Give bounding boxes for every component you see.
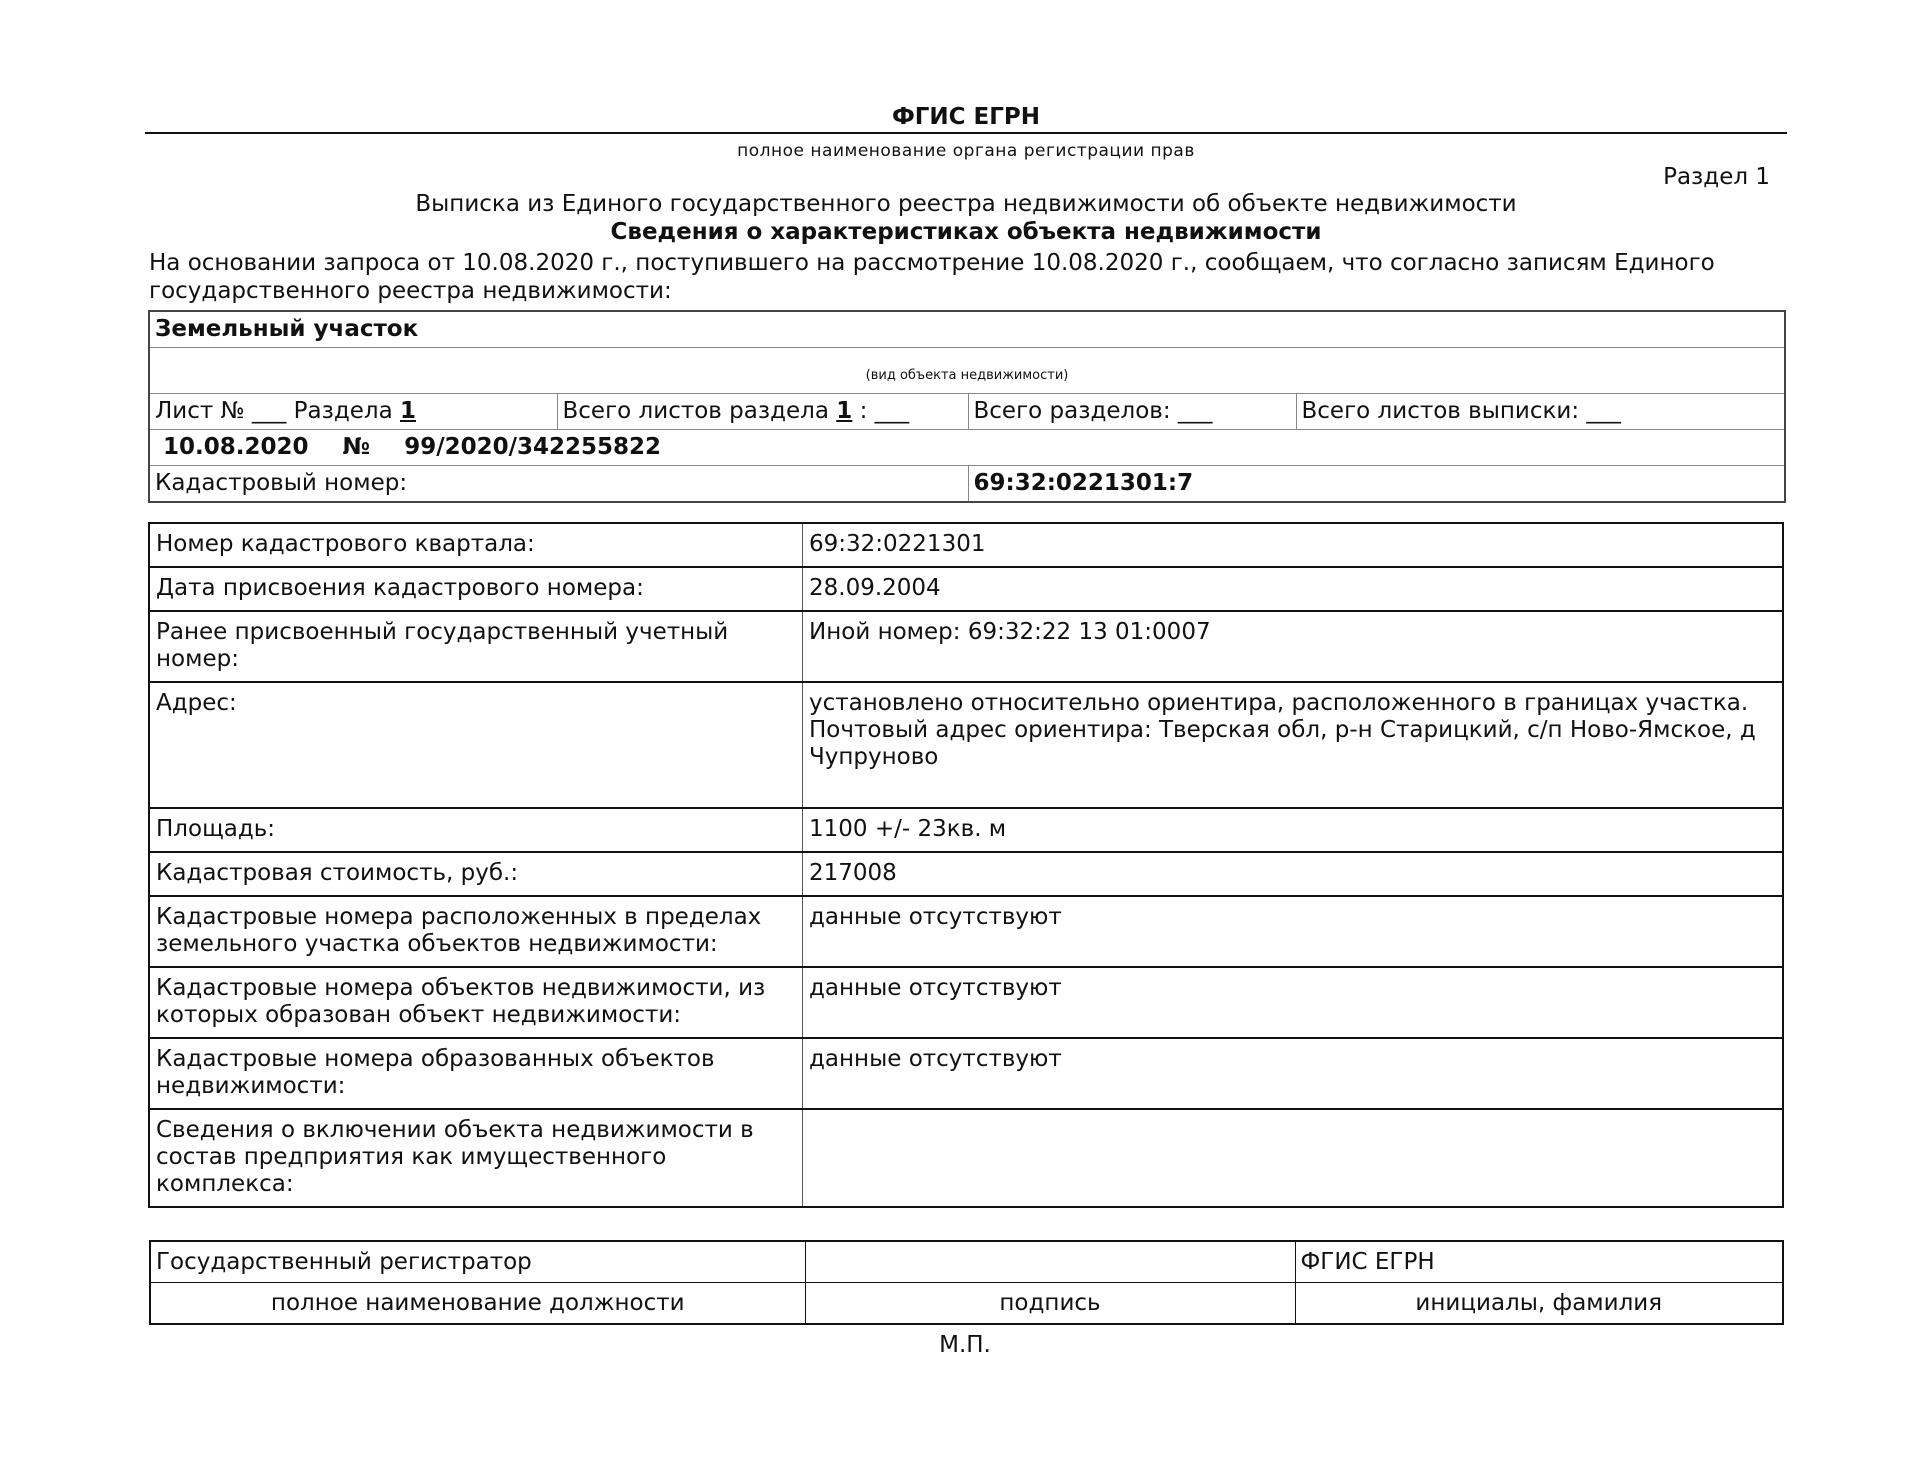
address-line-2: Почтовый адрес ориентира: Тверская обл, р-н Старицкий, с/п Ново-Ямское, д Чупруново (809, 717, 1756, 770)
total-sections-cell: Всего разделов: ___ (968, 394, 1296, 430)
property-label: Номер кадастрового квартала: (149, 523, 803, 567)
section-label: Раздел 1 (1663, 164, 1770, 190)
registrar-signature (805, 1241, 1295, 1283)
sheet-number-label: Лист № ___ Раздела (155, 398, 400, 424)
sheet-section-value: 1 (400, 398, 417, 424)
agency-name: ФГИС ЕГРН (891, 104, 1041, 130)
stamp-place: М.П. (939, 1332, 991, 1358)
property-value: 1100 +/- 23кв. м (803, 808, 1784, 852)
property-value: 69:32:0221301 (803, 523, 1784, 567)
table-row (149, 567, 1783, 611)
table-row (149, 967, 1783, 1038)
agency-underline (145, 132, 1787, 134)
property-value: 217008 (803, 852, 1784, 896)
property-value: данные отсутствуют (803, 1038, 1784, 1109)
property-value: данные отсутствуют (803, 967, 1784, 1038)
property-label: Кадастровая стоимость, руб.: (149, 852, 803, 896)
address-line-1: установлено относительно ориентира, расположенного в границах участка. (809, 690, 1749, 716)
table-row (149, 523, 1783, 567)
properties-table (148, 522, 1784, 1208)
total-section-sheets-suffix: : ___ (852, 398, 910, 424)
registration-date: 10.08.2020 (163, 434, 309, 460)
object-header-table (148, 310, 1786, 503)
property-label: Сведения о включении объекта недвижимости в состав предприятия как имущественного комплекса: (149, 1109, 803, 1207)
document-subtitle: Сведения о характеристиках объекта недвижимости (610, 219, 1322, 245)
registrar-position: Государственный регистратор (150, 1241, 805, 1283)
total-section-sheets-cell (557, 394, 968, 430)
signature-caption: подпись (805, 1283, 1295, 1325)
registration-number: 99/2020/342255822 (404, 434, 662, 460)
signature-table (149, 1240, 1784, 1325)
total-extract-sheets-cell: Всего листов выписки: ___ (1296, 394, 1785, 430)
property-label: Дата присвоения кадастрового номера: (149, 567, 803, 611)
object-kind-caption: (вид объекта недвижимости) (149, 348, 1785, 394)
property-label: Адрес: (149, 682, 803, 808)
registration-line (149, 430, 1785, 466)
total-section-sheets-label: Всего листов раздела (562, 398, 837, 424)
name-caption: инициалы, фамилия (1295, 1283, 1783, 1325)
intro-paragraph: На основании запроса от 10.08.2020 г., поступившего на рассмотрение 10.08.2020 г., сообщаем, что согласно записям Единого государственного реестра недвижимости: (149, 250, 1715, 304)
document-title: Выписка из Единого государственного реестра недвижимости об объекте недвижимости (415, 191, 1517, 217)
number-sign: № (342, 434, 371, 460)
property-label: Ранее присвоенный государственный учетный номер: (149, 611, 803, 682)
property-label: Площадь: (149, 808, 803, 852)
object-kind: Земельный участок (149, 311, 1785, 348)
sheet-number-cell (149, 394, 557, 430)
table-row (149, 896, 1783, 967)
property-label: Кадастровые номера объектов недвижимости, из которых образован объект недвижимости: (149, 967, 803, 1038)
property-value: 28.09.2004 (803, 567, 1784, 611)
property-label: Кадастровые номера расположенных в пределах земельного участка объектов недвижимости: (149, 896, 803, 967)
property-value (803, 682, 1784, 808)
table-row (149, 682, 1783, 808)
table-row (149, 1109, 1783, 1207)
table-row (149, 852, 1783, 896)
property-label: Кадастровые номера образованных объектов недвижимости: (149, 1038, 803, 1109)
table-row (149, 611, 1783, 682)
total-section-sheets-value: 1 (836, 398, 853, 424)
property-value: данные отсутствуют (803, 896, 1784, 967)
property-value: Иной номер: 69:32:22 13 01:0007 (803, 611, 1784, 682)
cadastral-number-value: 69:32:0221301:7 (968, 466, 1785, 503)
position-caption: полное наименование должности (150, 1283, 805, 1325)
table-row (149, 808, 1783, 852)
table-row (149, 1038, 1783, 1109)
registrar-name: ФГИС ЕГРН (1295, 1241, 1783, 1283)
cadastral-number-label: Кадастровый номер: (149, 466, 968, 503)
property-value (803, 1109, 1784, 1207)
agency-caption: полное наименование органа регистрации прав (737, 141, 1195, 161)
